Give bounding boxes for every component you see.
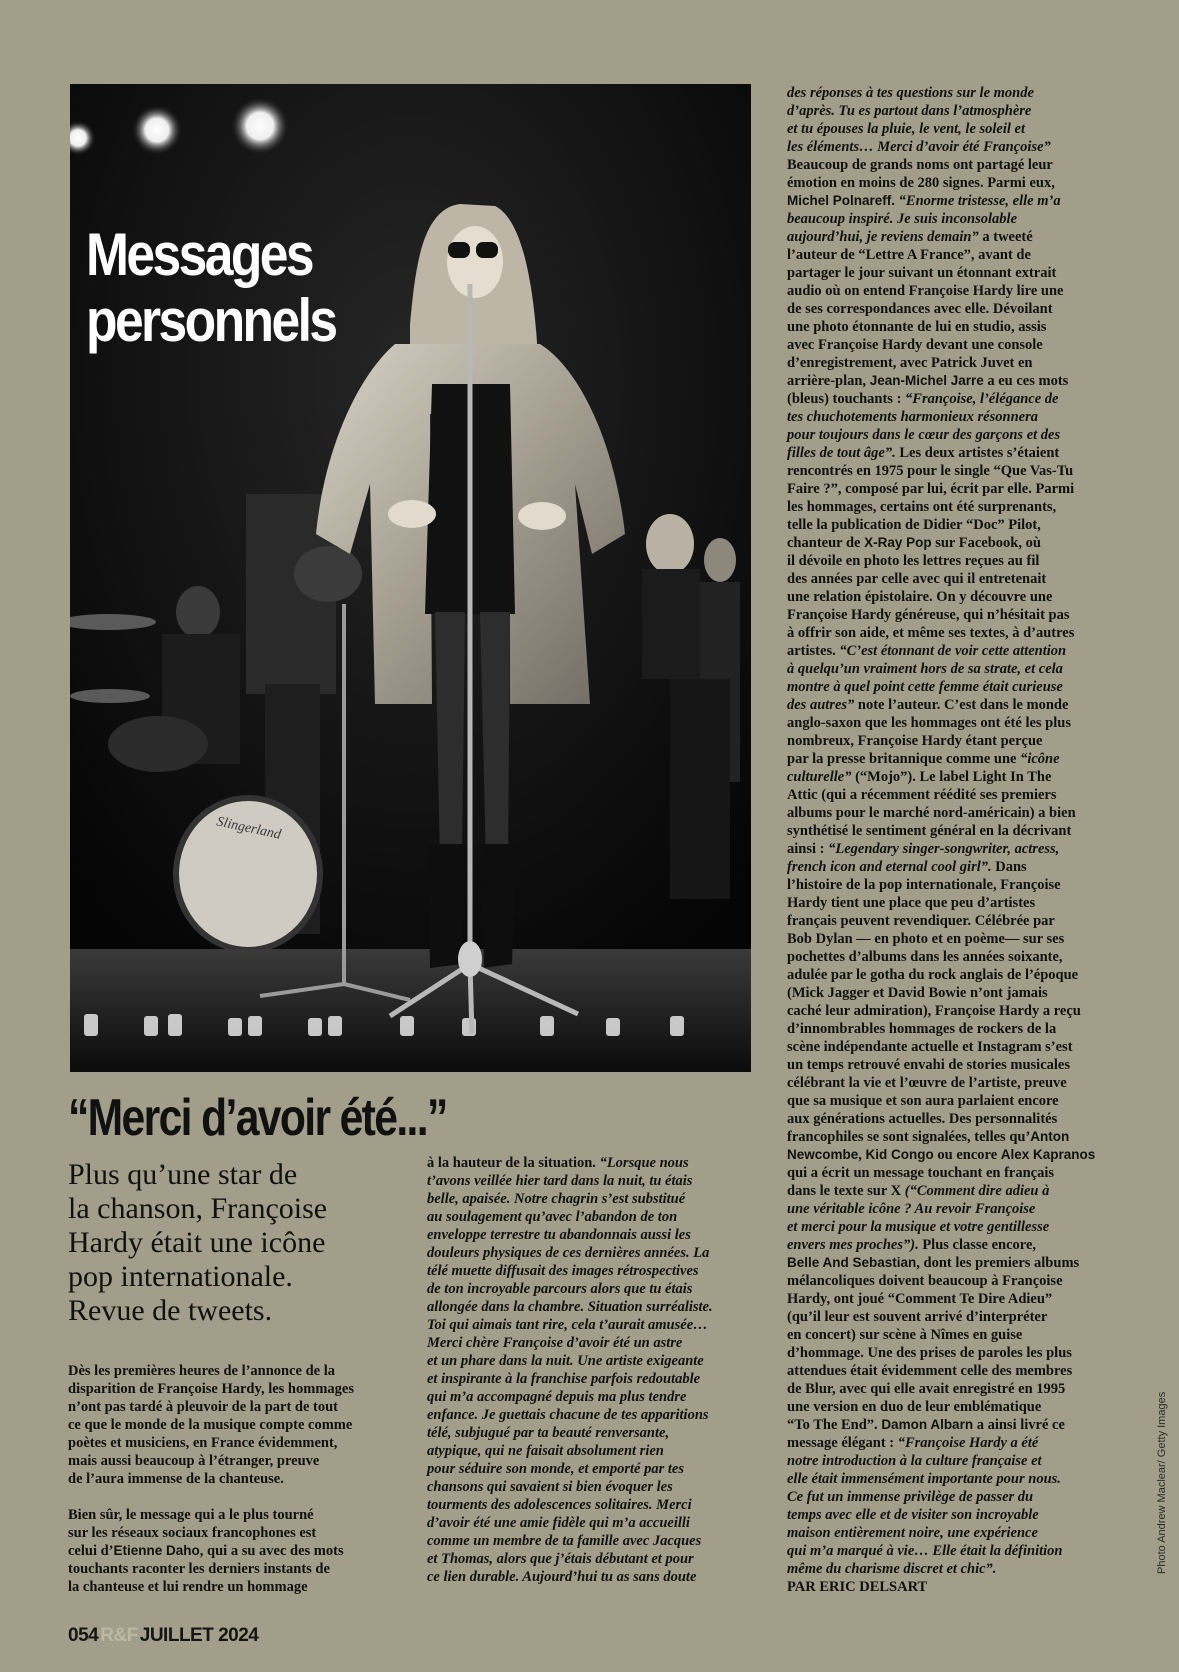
text-line: d’innombrables hommages de rockers de la xyxy=(787,1021,1057,1037)
text-line: de ses correspondances avec elle. Dévoilant xyxy=(787,301,1053,317)
text-line: qui a écrit un message touchant en français xyxy=(787,1165,1055,1181)
text-line xyxy=(787,1470,1127,1488)
text-line xyxy=(787,696,1127,714)
text-line: Attic (qui a récemment réédité ses premiers xyxy=(787,787,1057,803)
text-line: les hommages, certains ont été surprenants, xyxy=(787,499,1057,515)
lead-line: la chanson, Françoise xyxy=(68,1192,328,1225)
text-part: ainsi : xyxy=(787,841,829,857)
text-line: télé muette diffusait des images rétrospectives xyxy=(427,1263,699,1279)
text-part: , qui a su avec des mots xyxy=(199,1543,344,1559)
text-line xyxy=(787,660,1127,678)
quote-part: envers mes proches”). xyxy=(787,1237,919,1253)
quote-part: culturelle” xyxy=(787,769,852,785)
artist-name: Kid Congo xyxy=(865,1147,934,1162)
text-part: celui d’ xyxy=(68,1543,114,1559)
text-line: Faire ?”, composé par lui, écrit par elle. Parmi xyxy=(787,481,1075,497)
quote-part: french icon and eternal cool girl”. xyxy=(787,859,992,875)
article-lead xyxy=(68,1158,398,1328)
text-line xyxy=(68,1542,394,1560)
artist-name: Belle And Sebastian xyxy=(787,1255,917,1270)
body-column-3 xyxy=(787,84,1127,1596)
text-line: l’auteur de “Lettre A France”, avant de xyxy=(787,247,1031,263)
text-line: poètes et musiciens, en France évidemment, xyxy=(68,1435,338,1451)
quote-part: des réponses à tes questions sur le monde xyxy=(787,85,1034,101)
text-part: chanteur de xyxy=(787,535,865,551)
text-line: de Blur, avec qui elle avait enregistré en 1995 xyxy=(787,1381,1066,1397)
text-part: message élégant : xyxy=(787,1435,898,1451)
text-line: Françoise Hardy généreuse, qui n’hésitait pas xyxy=(787,607,1070,623)
lead-line: Hardy était une icône xyxy=(68,1226,326,1259)
artist-name: Anton xyxy=(1030,1129,1070,1144)
text-part: , dont les premiers albums xyxy=(916,1255,1080,1271)
text-part: (bleus) touchants : xyxy=(787,391,906,407)
text-part: francophiles se sont signalées, telles qu’ xyxy=(787,1129,1031,1145)
text-part: à la hauteur de la situation. xyxy=(427,1155,600,1171)
quote-part: (“Comment dire adieu à xyxy=(904,1183,1050,1199)
text-line: tourments des adolescences solitaires. Merci xyxy=(427,1497,692,1513)
text-line xyxy=(787,426,1127,444)
text-part: Dans xyxy=(991,859,1027,875)
text-line: enfance. Je guettais chacune de tes apparitions xyxy=(427,1407,709,1423)
text-part: Les deux artistes s’étaient xyxy=(895,445,1060,461)
text-line xyxy=(787,372,1127,390)
lead-line: Plus qu’une star de xyxy=(68,1158,298,1191)
text-line xyxy=(787,444,1127,462)
text-line: touchants raconter les derniers instants de xyxy=(68,1561,330,1577)
text-line: un temps retrouvé envahi de stories musicales xyxy=(787,1057,1071,1073)
text-line: et un phare dans la nuit. Une artiste exigeante xyxy=(427,1353,704,1369)
text-line: enveloppe terrestre tu abandonnais aussi les xyxy=(427,1227,691,1243)
text-line: mais aussi beaucoup à l’étranger, preuve xyxy=(68,1453,320,1469)
text-line xyxy=(787,102,1127,120)
quote-part: montre à quel point cette femme était curieuse xyxy=(787,679,1063,695)
text-line xyxy=(787,768,1127,786)
text-line: avec Françoise Hardy devant une console xyxy=(787,337,1043,353)
text-part: note l’auteur. C’est dans le monde xyxy=(854,697,1069,713)
text-line xyxy=(787,390,1127,408)
quote-part: une véritable icône ? Au revoir Françoise xyxy=(787,1201,1036,1217)
text-line: pochettes d’albums dans les années soixante, xyxy=(787,949,1063,965)
quote-part: “C’est étonnant de voir cette attention xyxy=(839,643,1067,659)
quote-part: “Enorme tristesse, elle m’a xyxy=(895,193,1061,209)
text-line: (qu’il leur est souvent arrivé d’interpréter xyxy=(787,1309,1048,1325)
title-line-1: Messages xyxy=(86,221,313,288)
text-line: une version en duo de leur emblématique xyxy=(787,1399,1042,1415)
text-line xyxy=(787,534,1127,552)
text-line: caché leur admiration), Françoise Hardy a reçu xyxy=(787,1003,1081,1019)
text-line: partager le jour suivant un étonnant extrait xyxy=(787,265,1057,281)
text-line: telle la publication de Didier “Doc” Pilot, xyxy=(787,517,1041,533)
quote-part: filles de tout âge”. xyxy=(787,445,896,461)
text-line: comme un membre de ta famille avec Jacques xyxy=(427,1533,702,1549)
text-part: artistes. xyxy=(787,643,840,659)
quote-part: qui m’a marqué à vie… Elle était la définition xyxy=(787,1543,1063,1559)
artist-name: Alex Kapranos xyxy=(1000,1147,1096,1162)
quote-part: d’après. Tu es partout dans l’atmosphère xyxy=(787,103,1032,119)
text-line xyxy=(787,1560,1127,1578)
quote-part: temps avec elle et de visiter son incroyable xyxy=(787,1507,1039,1523)
text-line: télé, subjugué par ta beauté renversante, xyxy=(427,1425,670,1441)
text-line xyxy=(787,1254,1127,1272)
text-line: adulée par le gotha du rock anglais de l’époque xyxy=(787,967,1079,983)
text-line: anglo-saxon que les hommages ont été les plus xyxy=(787,715,1071,731)
quote-part: “Legendary singer-songwriter, actress, xyxy=(828,841,1060,857)
text-line: nombreux, Françoise Hardy étant perçue xyxy=(787,733,1043,749)
text-line: il dévoile en photo les lettres reçues au fil xyxy=(787,553,1040,569)
lead-line: Revue de tweets. xyxy=(68,1294,273,1327)
bass-drum xyxy=(176,798,320,950)
text-part: “To The End”. xyxy=(787,1417,882,1433)
text-line xyxy=(787,858,1127,876)
text-line: atypique, qui ne faisait absolument rien xyxy=(427,1443,664,1459)
artist-name: Damon Albarn xyxy=(881,1417,974,1432)
text-line xyxy=(787,678,1127,696)
quote-part: les éléments… Merci d’avoir été Françoise” xyxy=(787,139,1051,155)
quote-part: aujourd’hui, je reviens demain” xyxy=(787,229,979,245)
lead-line: pop internationale. xyxy=(68,1260,293,1293)
text-line xyxy=(787,642,1127,660)
quote-part: maison entièrement noire, une expérience xyxy=(787,1525,1038,1541)
text-line: une photo étonnante de lui en studio, assis xyxy=(787,319,1047,335)
text-line: Hardy, ont joué “Comment Te Dire Adieu” xyxy=(787,1291,1053,1307)
text-line: français peuvent revendiquer. Célébrée par xyxy=(787,913,1055,929)
text-line xyxy=(787,138,1127,156)
quote-part: Ce fut un immense privilège de passer du xyxy=(787,1489,1034,1505)
issue-date: JUILLET 2024 xyxy=(139,1625,259,1646)
text-line xyxy=(787,1506,1127,1524)
text-line: (Mick Jagger et David Bowie n’ont jamais xyxy=(787,985,1048,1001)
text-part: arrière-plan, xyxy=(787,373,870,389)
text-line xyxy=(787,750,1127,768)
text-line: attendues était évidemment celle des membres xyxy=(787,1363,1073,1379)
quote-part: même du charisme discret et chic”. xyxy=(787,1561,997,1577)
magazine-logo: R&F xyxy=(100,1625,138,1646)
text-part: Plus classe encore, xyxy=(918,1237,1037,1253)
text-line: en concert) sur scène à Nîmes en guise xyxy=(787,1327,1023,1343)
text-line xyxy=(787,210,1127,228)
quote-part: des autres” xyxy=(787,697,855,713)
text-line: que sa musique et son aura parlaient encore xyxy=(787,1093,1059,1109)
text-line xyxy=(787,84,1127,102)
concert-photo xyxy=(70,84,751,1072)
text-line xyxy=(787,408,1127,426)
quote-part: “Françoise Hardy a été xyxy=(897,1435,1039,1451)
page-number: 054 xyxy=(68,1625,99,1646)
quote-part: notre introduction à la culture française et xyxy=(787,1453,1042,1469)
text-line: d’avoir été une amie fidèle qui m’a accueilli xyxy=(427,1515,690,1531)
text-line: de l’aura immense de la chanteuse. xyxy=(68,1471,284,1487)
quote-part: et merci pour la musique et votre gentillesse xyxy=(787,1219,1050,1235)
artist-name: Newcombe xyxy=(787,1147,859,1162)
text-line: à offrir son aide, et même ses textes, à d’autres xyxy=(787,625,1075,641)
text-line: n’ont pas tardé à pleuvoir de la part de tout xyxy=(68,1399,339,1415)
text-line: sur les réseaux sociaux francophones est xyxy=(68,1525,317,1541)
text-line: Dès les premières heures de l’annonce de la xyxy=(68,1363,336,1379)
text-line: d’hommage. Une des prises de paroles les plus xyxy=(787,1345,1072,1361)
text-line: Hardy tient une place que peu d’artistes xyxy=(787,895,1036,911)
text-line: disparition de Françoise Hardy, les hommages xyxy=(68,1381,354,1397)
text-line: pour séduire son monde, et emporté par tes xyxy=(427,1461,684,1477)
quote-part: à quelqu’un vraiment hors de sa strate, et cela xyxy=(787,661,1063,677)
page-footer xyxy=(68,1625,258,1647)
quote-part: elle était immensément importante pour nous. xyxy=(787,1471,1061,1487)
text-line xyxy=(427,1154,753,1172)
quote-part: et tu épouses la pluie, le vent, le soleil et xyxy=(787,121,1026,137)
text-line: l’histoire de la pop internationale, Françoise xyxy=(787,877,1061,893)
text-line xyxy=(787,1236,1127,1254)
text-line: et Thomas, alors que j’étais débutant et pour xyxy=(427,1551,694,1567)
text-line: ce lien durable. Aujourd’hui tu as sans doute xyxy=(427,1569,697,1585)
text-line xyxy=(787,1218,1127,1236)
text-part: par la presse britannique comme une xyxy=(787,751,1021,767)
text-line xyxy=(787,840,1127,858)
text-line: belle, apaisée. Notre chagrin s’est substitué xyxy=(427,1191,686,1207)
text-line: de ton incroyable parcours alors que tu étais xyxy=(427,1281,693,1297)
artist-name: X-Ray Pop xyxy=(864,535,932,550)
text-line: Toi qui aimais tant rire, cela t’aurait amusée… xyxy=(427,1317,708,1333)
text-line: scène indépendante actuelle et Instagram s’est xyxy=(787,1039,1073,1055)
text-line xyxy=(787,120,1127,138)
artist-name: Michel Polnareff. xyxy=(787,193,896,208)
body-column-1 xyxy=(68,1362,394,1596)
text-line: au soulagement qu’avec l’abandon de ton xyxy=(427,1209,678,1225)
text-line: aux générations actuelles. Des personnalités xyxy=(787,1111,1058,1127)
article-subtitle: “Merci d’avoir été...” xyxy=(68,1089,447,1147)
quote-part: beaucoup inspiré. Je suis inconsolable xyxy=(787,211,1018,227)
artist-name: Jean-Michel Jarre xyxy=(869,373,984,388)
byline: PAR ERIC DELSART xyxy=(787,1579,928,1595)
text-line: douleurs physiques de ces dernières années. La xyxy=(427,1245,710,1261)
quote-part: tes chuchotements harmonieux résonnera xyxy=(787,409,1038,425)
text-part: , xyxy=(858,1147,866,1163)
text-line: mélancoliques doivent beaucoup à Françoise xyxy=(787,1273,1063,1289)
text-part: a eu ces mots xyxy=(983,373,1069,389)
text-line: chansons qui savaient si bien évoquer les xyxy=(427,1479,673,1495)
text-line xyxy=(787,228,1127,246)
text-line xyxy=(787,1434,1127,1452)
text-part: ou encore xyxy=(933,1147,1001,1163)
artist-name: Etienne Daho xyxy=(113,1543,200,1558)
text-part: a ainsi livré ce xyxy=(973,1417,1065,1433)
text-line: d’enregistrement, avec Patrick Juvet en xyxy=(787,355,1033,371)
text-line xyxy=(787,1416,1127,1434)
text-line: qui m’a accompagné depuis ma plus tendre xyxy=(427,1389,687,1405)
body-column-2 xyxy=(427,1154,753,1586)
text-line xyxy=(787,1542,1127,1560)
mic-stand-base xyxy=(458,941,482,977)
text-line: émotion en moins de 280 signes. Parmi eux, xyxy=(787,175,1055,191)
text-part: a tweeté xyxy=(978,229,1033,245)
text-line: allongée dans la chambre. Situation surréaliste. xyxy=(427,1299,713,1315)
text-part: dans le texte sur X xyxy=(787,1183,905,1199)
text-line: audio où on entend Françoise Hardy lire une xyxy=(787,283,1064,299)
quote-part: “Lorsque nous xyxy=(599,1155,689,1171)
text-line: Bien sûr, le message qui a le plus tourné xyxy=(68,1507,314,1523)
text-line xyxy=(787,1182,1127,1200)
text-line xyxy=(787,1524,1127,1542)
text-line xyxy=(787,1128,1127,1146)
text-line xyxy=(787,1200,1127,1218)
text-line: Beaucoup de grands noms ont partagé leur xyxy=(787,157,1053,173)
text-line: rencontrés en 1975 pour le single “Que Vas-Tu xyxy=(787,463,1074,479)
title-line-2: personnels xyxy=(86,287,336,354)
text-part: (“Mojo”). Le label Light In The xyxy=(851,769,1052,785)
text-line: célébrant la vie et l’œuvre de l’artiste, preuve xyxy=(787,1075,1067,1091)
text-line xyxy=(787,1146,1127,1164)
text-line xyxy=(787,1452,1127,1470)
text-line: t’avons veillée hier tard dans la nuit, tu étais xyxy=(427,1173,693,1189)
article-title xyxy=(86,222,335,354)
text-line: une relation épistolaire. On y découvre une xyxy=(787,589,1053,605)
drum-brand-label: Slingerland xyxy=(215,814,283,843)
text-line: et inspirante à la franchise parfois redoutable xyxy=(427,1371,701,1387)
text-line: des années par celle avec qui il entretenait xyxy=(787,571,1047,587)
quote-part: “icône xyxy=(1020,751,1060,767)
quote-part: pour toujours dans le cœur des garçons et des xyxy=(787,427,1061,443)
text-line: la chanteuse et lui rendre un hommage xyxy=(68,1579,308,1595)
text-line: Merci chère Françoise d’avoir été un astre xyxy=(427,1335,683,1351)
quote-part: “Françoise, l’élégance de xyxy=(905,391,1059,407)
text-line: ce que le monde de la musique compte comme xyxy=(68,1417,353,1433)
photo-credit: Photo Andrew Maclear/ Getty Images xyxy=(1156,1391,1168,1574)
text-line xyxy=(787,1488,1127,1506)
text-part: sur Facebook, où xyxy=(931,535,1041,551)
text-line: synthétisé le sentiment général en la décrivant xyxy=(787,823,1072,839)
text-line: Bob Dylan — en photo et en poème— sur ses xyxy=(787,931,1065,947)
text-line xyxy=(787,192,1127,210)
text-line: albums pour le marché nord-américain) a bien xyxy=(787,805,1076,821)
